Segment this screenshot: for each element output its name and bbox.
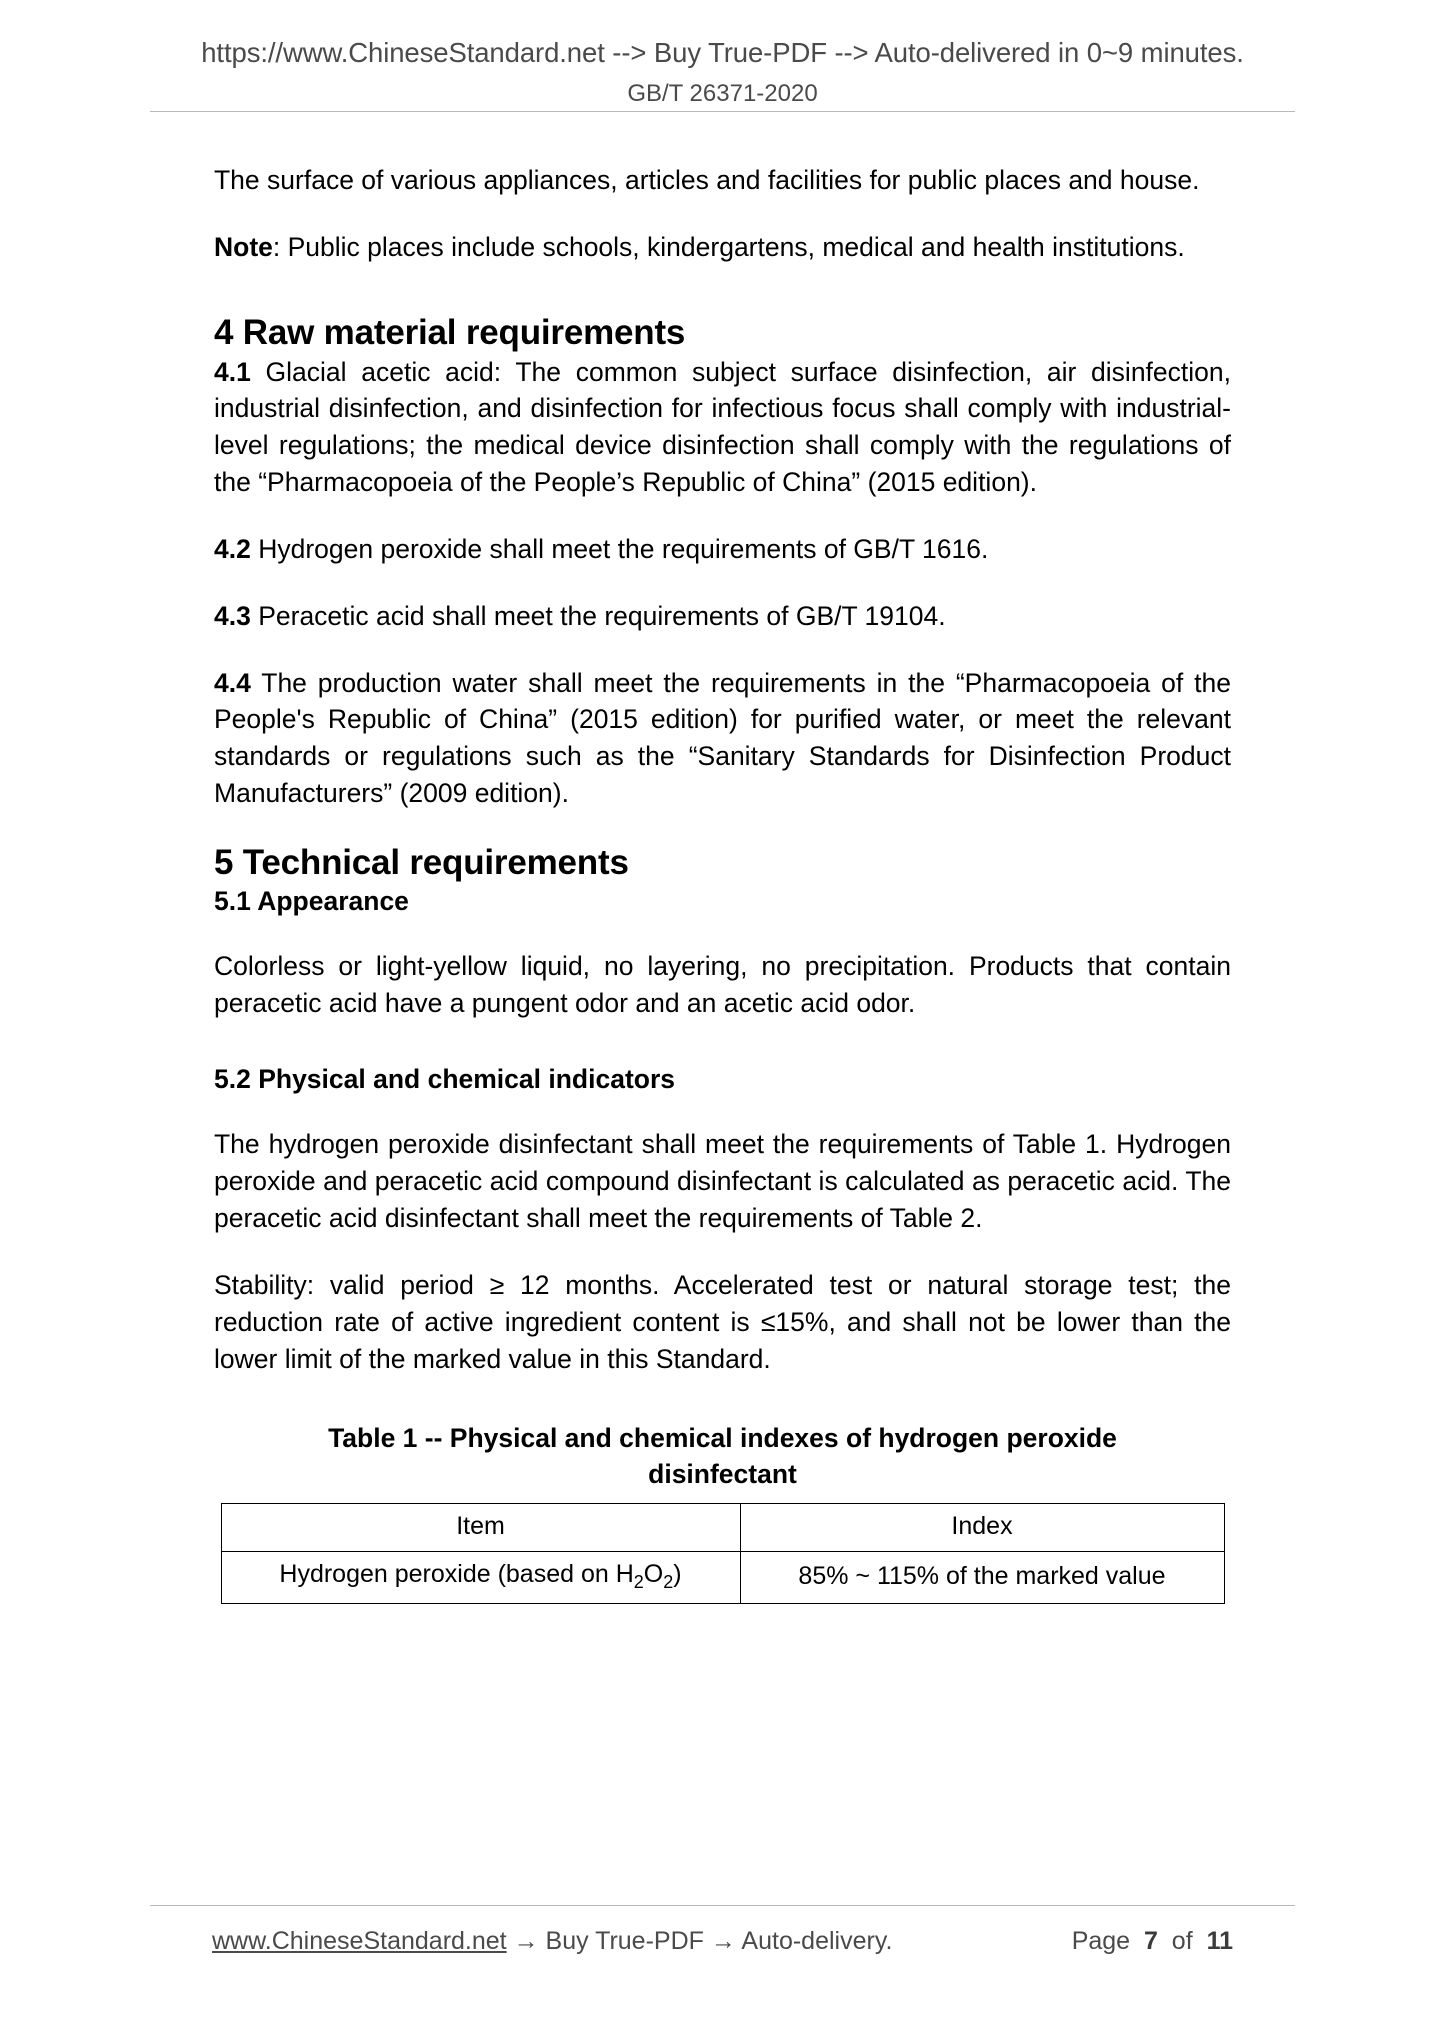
item-subscript-2: 2: [663, 1572, 674, 1593]
clause-5-1-heading: 5.1 Appearance: [214, 885, 409, 916]
clause-4-4-text: The production water shall meet the requirements in the “Pharmacopoeia of the People's Republic of China” (2015 edition) for purified water, or meet the relevant standards or regulations such as the “Sanitary Standards for Disinfection Product Manufacturers” (2009 edition).: [214, 667, 1231, 809]
footer-buy-label: Buy True-PDF: [545, 1927, 704, 1955]
clause-5-2-heading: 5.2 Physical and chemical indicators: [214, 1064, 676, 1095]
clause-4-3: [214, 598, 1231, 635]
footer-arrow-2-icon: →: [703, 1927, 742, 1955]
section-4-heading: 4 Raw material requirements: [214, 312, 686, 352]
clause-4-3-text: Peracetic acid shall meet the requirements of GB/T 19104.: [250, 600, 946, 631]
item-name-mid: O: [643, 1560, 664, 1589]
header-promo-line: https://www.ChineseStandard.net --> Buy True-PDF --> Auto-delivered in 0~9 minutes.: [201, 37, 1244, 68]
table-1: [221, 1503, 1225, 1604]
note-text: : Public places include schools, kindergartens, medical and health institutions.: [272, 231, 1185, 262]
clause-4-2-number: 4.2: [214, 533, 251, 564]
item-subscript-1: 2: [633, 1572, 644, 1593]
table-cell-item: [221, 1552, 740, 1604]
table-header-index: Index: [740, 1503, 1224, 1551]
page-of-label: of: [1171, 1927, 1193, 1955]
footer-site-link[interactable]: www.ChineseStandard.net: [212, 1927, 507, 1955]
table-1-caption-line-1: Table 1 -- Physical and chemical indexes of hydrogen peroxide: [328, 1423, 1117, 1454]
footer-delivery-label: Auto-delivery.: [741, 1927, 893, 1955]
table-header-item: Item: [221, 1503, 740, 1551]
footer-divider: [150, 1905, 1295, 1906]
page-indicator: [1072, 1925, 1233, 1958]
clause-4-1-text: Glacial acetic acid: The common subject surface disinfection, air disinfection, industrial disinfection, and disinfection for infectious focus shall comply with industrial-level regulations; the medical device disinfection shall comply with the regulations of the “Pharmacopoeia of the People’s Republic of China” (2015 edition).: [214, 356, 1231, 498]
page-number: 7: [1143, 1927, 1158, 1955]
table-header-row: [221, 1503, 1224, 1551]
clause-4-4: [214, 665, 1231, 812]
header-divider: [150, 111, 1295, 112]
page-total: 11: [1206, 1927, 1233, 1955]
clause-4-2-text: Hydrogen peroxide shall meet the requirements of GB/T 1616.: [250, 533, 989, 564]
clause-4-3-number: 4.3: [214, 600, 251, 631]
table-1-caption: [214, 1421, 1231, 1493]
table-cell-index: 85% ~ 115% of the marked value: [740, 1552, 1224, 1604]
clause-5-2-paragraph-2: Stability: valid period ≥ 12 months. Accelerated test or natural storage test; the reduction rate of active ingredient content is ≤15%, and shall not be lower than the lower limit of the marked value in this Standard.: [214, 1269, 1231, 1374]
table-1-caption-line-2: disinfectant: [648, 1459, 797, 1490]
document-content: [214, 162, 1231, 1604]
item-name-prefix: Hydrogen peroxide (based on H: [279, 1560, 634, 1589]
section-5-heading: 5 Technical requirements: [214, 842, 629, 882]
clause-4-1-number: 4.1: [214, 356, 251, 387]
clause-4-1: [214, 354, 1231, 501]
intro-paragraph: The surface of various appliances, articles and facilities for public places and house.: [214, 165, 1200, 195]
clause-4-4-number: 4.4: [214, 667, 251, 698]
table-row: [221, 1552, 1224, 1604]
footer-promo: [212, 1925, 892, 1958]
page-label: Page: [1071, 1927, 1131, 1955]
note-label: Note: [214, 231, 273, 262]
table-1-block: [214, 1421, 1231, 1603]
page-header: [0, 36, 1445, 109]
footer-arrow-1-icon: →: [506, 1927, 546, 1955]
note-paragraph: [214, 229, 1231, 266]
item-name-suffix: ): [673, 1560, 682, 1589]
clause-5-2-paragraph-1: The hydrogen peroxide disinfectant shall meet the requirements of Table 1. Hydrogen peroxide and peracetic acid compound disinfectant is calculated as peracetic acid. The peracetic acid disinfectant shall meet the requirements of Table 2.: [214, 1129, 1231, 1234]
clause-4-2: [214, 531, 1231, 568]
standard-number: GB/T 26371-2020: [627, 80, 818, 108]
clause-5-1-text: Colorless or light-yellow liquid, no layering, no precipitation. Products that contain peracetic acid have a pungent odor and an acetic acid odor.: [214, 951, 1231, 1019]
